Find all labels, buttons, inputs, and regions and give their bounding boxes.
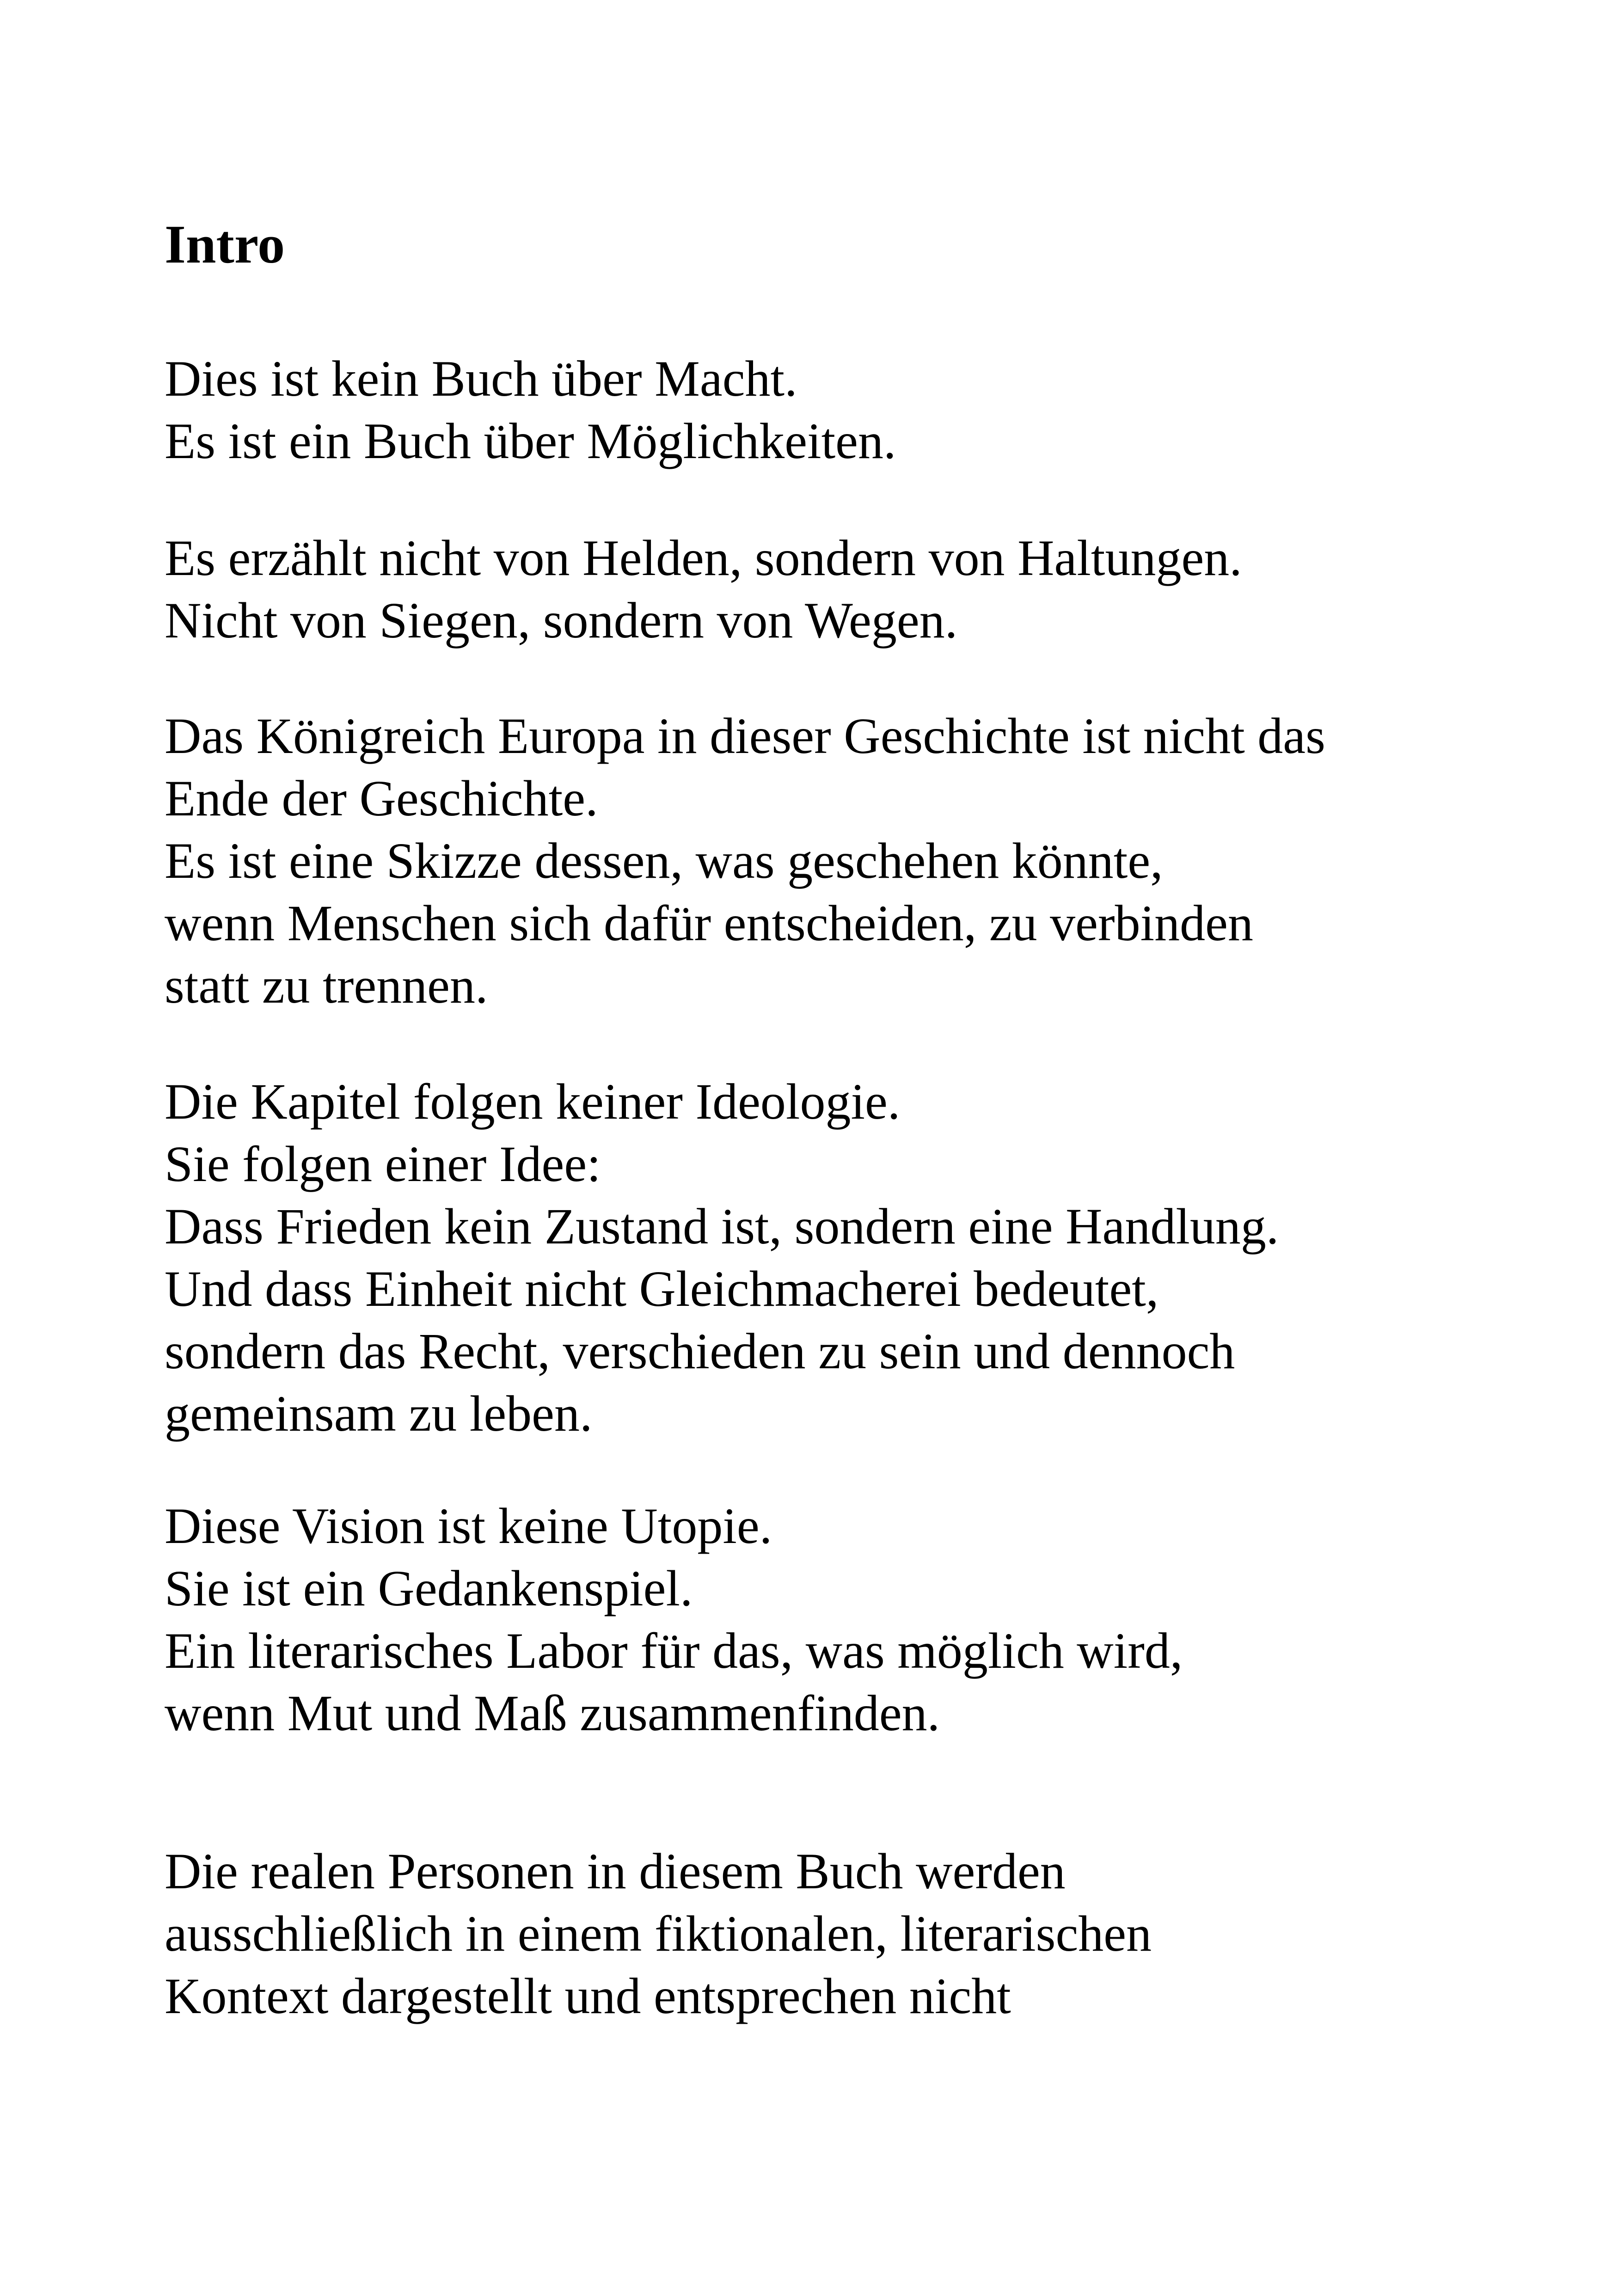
text-line: Die realen Personen in diesem Buch werden bbox=[165, 1843, 1066, 1899]
text-line: Ein literarisches Labor für das, was möglich wird, bbox=[165, 1623, 1183, 1679]
paragraph-1 bbox=[165, 348, 896, 472]
text-line: wenn Mut und Maß zusammenfinden. bbox=[165, 1685, 940, 1741]
text-line: Ende der Geschichte. bbox=[165, 770, 598, 827]
text-line: Dass Frieden kein Zustand ist, sondern eine Handlung. bbox=[165, 1198, 1279, 1255]
paragraph-3 bbox=[165, 705, 1325, 1017]
paragraph-6 bbox=[165, 1840, 1152, 2027]
text-line: gemeinsam zu leben. bbox=[165, 1385, 593, 1442]
text-line: wenn Menschen sich dafür entscheiden, zu verbinden bbox=[165, 895, 1254, 951]
paragraph-5 bbox=[165, 1495, 1183, 1745]
text-line: sondern das Recht, verschieden zu sein und dennoch bbox=[165, 1323, 1235, 1379]
text-line: statt zu trennen. bbox=[165, 957, 488, 1014]
page-title: Intro bbox=[165, 214, 285, 275]
text-line: Kontext dargestellt und entsprechen nicht bbox=[165, 1968, 1011, 2024]
text-line: Dies ist kein Buch über Macht. bbox=[165, 350, 797, 407]
paragraph-4 bbox=[165, 1071, 1279, 1445]
text-line: Nicht von Siegen, sondern von Wegen. bbox=[165, 592, 958, 649]
text-line: Diese Vision ist keine Utopie. bbox=[165, 1498, 772, 1554]
text-line: Das Königreich Europa in dieser Geschichte ist nicht das bbox=[165, 708, 1325, 764]
text-line: Es ist eine Skizze dessen, was geschehen könnte, bbox=[165, 833, 1163, 889]
text-line: ausschließlich in einem fiktionalen, literarischen bbox=[165, 1905, 1152, 1962]
text-line: Es erzählt nicht von Helden, sondern von Haltungen. bbox=[165, 530, 1242, 586]
text-line: Die Kapitel folgen keiner Ideologie. bbox=[165, 1073, 901, 1130]
text-line: Sie folgen einer Idee: bbox=[165, 1136, 601, 1192]
paragraph-2 bbox=[165, 527, 1242, 652]
text-line: Sie ist ein Gedankenspiel. bbox=[165, 1560, 693, 1616]
text-line: Es ist ein Buch über Möglichkeiten. bbox=[165, 413, 896, 469]
text-line: Und dass Einheit nicht Gleichmacherei bedeutet, bbox=[165, 1261, 1159, 1317]
